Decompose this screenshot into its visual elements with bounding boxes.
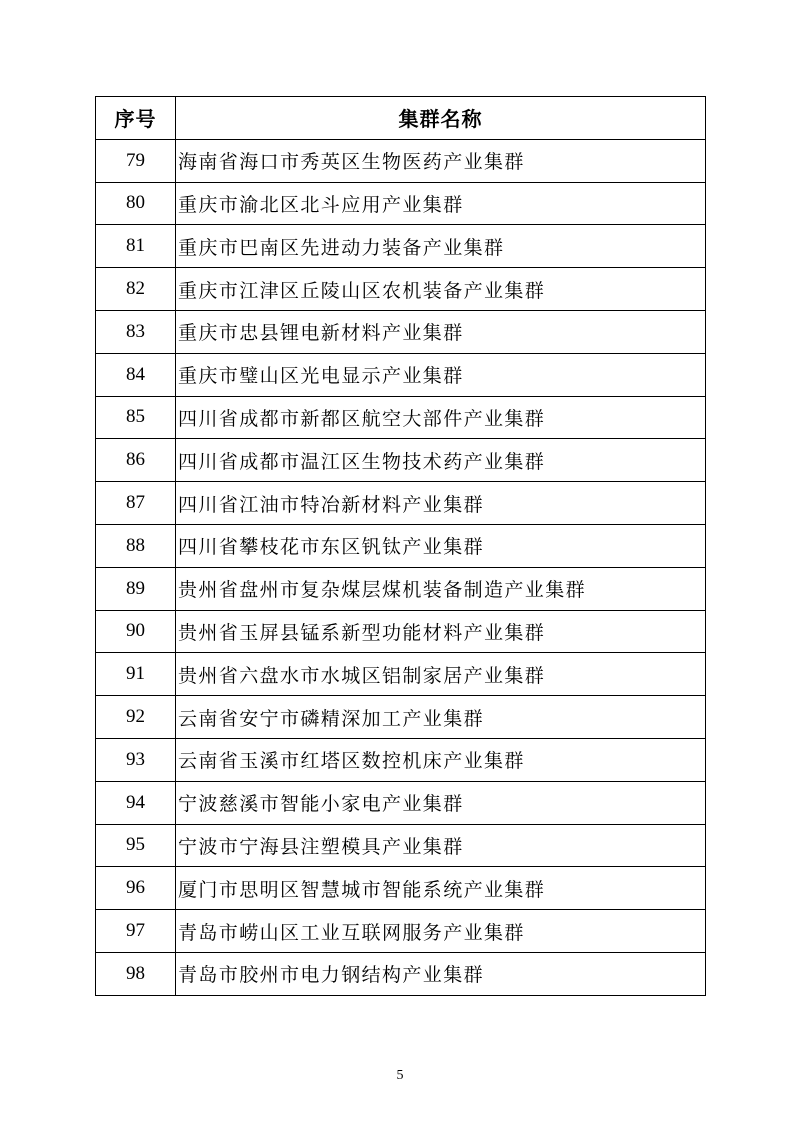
row-number: 95 (96, 824, 176, 867)
cluster-name: 青岛市崂山区工业互联网服务产业集群 (176, 910, 706, 953)
table-row (96, 182, 706, 225)
table-row (96, 738, 706, 781)
table-row (96, 353, 706, 396)
cluster-name: 四川省成都市新都区航空大部件产业集群 (176, 396, 706, 439)
row-number: 94 (96, 781, 176, 824)
row-number: 96 (96, 867, 176, 910)
row-number: 98 (96, 952, 176, 995)
table-row (96, 696, 706, 739)
cluster-table (95, 96, 706, 996)
row-number: 84 (96, 353, 176, 396)
cluster-name: 宁波慈溪市智能小家电产业集群 (176, 781, 706, 824)
cluster-name: 重庆市江津区丘陵山区农机装备产业集群 (176, 268, 706, 311)
row-number: 85 (96, 396, 176, 439)
row-number: 79 (96, 139, 176, 182)
cluster-name: 四川省攀枝花市东区钒钛产业集群 (176, 524, 706, 567)
table-row (96, 439, 706, 482)
page-number: 5 (396, 1068, 404, 1083)
table-row (96, 610, 706, 653)
cluster-name: 重庆市璧山区光电显示产业集群 (176, 353, 706, 396)
table-row (96, 482, 706, 525)
table-row (96, 867, 706, 910)
row-number: 93 (96, 738, 176, 781)
cluster-name: 云南省玉溪市红塔区数控机床产业集群 (176, 738, 706, 781)
row-number: 83 (96, 310, 176, 353)
cluster-name: 贵州省玉屏县锰系新型功能材料产业集群 (176, 610, 706, 653)
cluster-name: 四川省江油市特冶新材料产业集群 (176, 482, 706, 525)
row-number: 86 (96, 439, 176, 482)
table-row (96, 396, 706, 439)
table-row (96, 567, 706, 610)
column-header-name: 集群名称 (176, 97, 706, 140)
row-number: 87 (96, 482, 176, 525)
cluster-name: 海南省海口市秀英区生物医药产业集群 (176, 139, 706, 182)
cluster-name: 宁波市宁海县注塑模具产业集群 (176, 824, 706, 867)
table-row (96, 225, 706, 268)
table-row (96, 139, 706, 182)
table-row (96, 268, 706, 311)
cluster-name: 贵州省盘州市复杂煤层煤机装备制造产业集群 (176, 567, 706, 610)
row-number: 91 (96, 653, 176, 696)
cluster-name: 青岛市胶州市电力钢结构产业集群 (176, 952, 706, 995)
row-number: 90 (96, 610, 176, 653)
row-number: 88 (96, 524, 176, 567)
cluster-name: 贵州省六盘水市水城区铝制家居产业集群 (176, 653, 706, 696)
cluster-name: 重庆市渝北区北斗应用产业集群 (176, 182, 706, 225)
row-number: 97 (96, 910, 176, 953)
row-number: 92 (96, 696, 176, 739)
row-number: 81 (96, 225, 176, 268)
row-number: 89 (96, 567, 176, 610)
column-header-number: 序号 (96, 97, 176, 140)
row-number: 80 (96, 182, 176, 225)
row-number: 82 (96, 268, 176, 311)
table-row (96, 653, 706, 696)
table-row (96, 910, 706, 953)
cluster-name: 云南省安宁市磷精深加工产业集群 (176, 696, 706, 739)
cluster-name: 厦门市思明区智慧城市智能系统产业集群 (176, 867, 706, 910)
table-row (96, 781, 706, 824)
table-row (96, 310, 706, 353)
cluster-name: 重庆市巴南区先进动力装备产业集群 (176, 225, 706, 268)
table-row (96, 952, 706, 995)
table-row (96, 524, 706, 567)
table-header-row (96, 97, 706, 140)
cluster-name: 重庆市忠县锂电新材料产业集群 (176, 310, 706, 353)
table-row (96, 824, 706, 867)
cluster-name: 四川省成都市温江区生物技术药产业集群 (176, 439, 706, 482)
